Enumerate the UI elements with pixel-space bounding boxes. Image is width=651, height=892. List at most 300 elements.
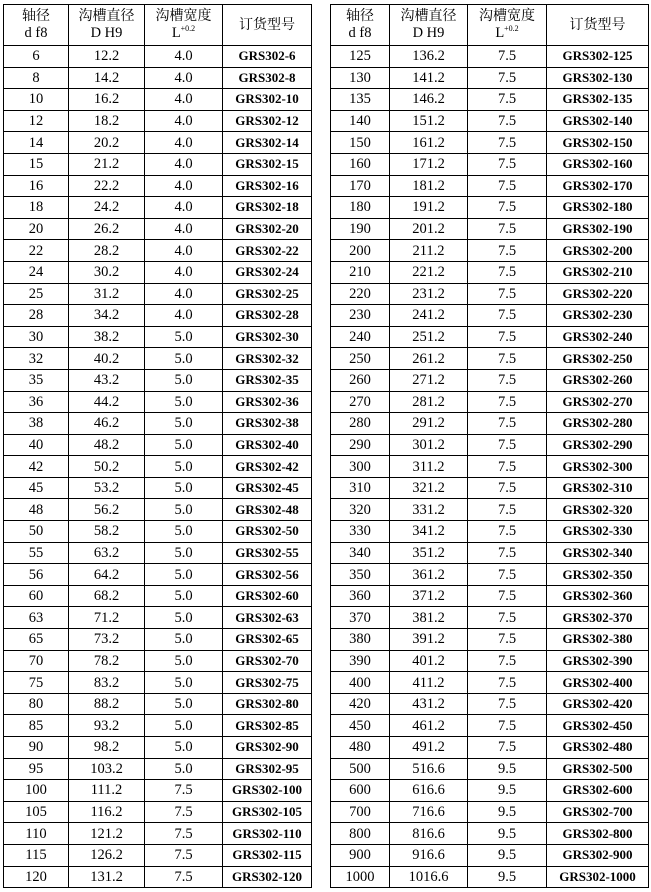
groove-diameter-cell: 16.2 <box>69 89 145 111</box>
table-row <box>331 153 649 175</box>
groove-width-cell: 5.0 <box>145 715 223 737</box>
order-model-cell: GRS302-270 <box>547 391 649 413</box>
shaft-diameter-cell: 190 <box>331 218 390 240</box>
groove-diameter-cell: 28.2 <box>69 240 145 262</box>
shaft-diameter-cell: 500 <box>331 758 390 780</box>
groove-diameter-cell: 46.2 <box>69 413 145 435</box>
groove-width-cell: 7.5 <box>468 67 547 89</box>
header-groove-width: 沟槽宽度 $L^{+0.2}$ <box>145 5 223 46</box>
groove-diameter-cell: 131.2 <box>69 866 145 888</box>
table-row <box>331 46 649 68</box>
groove-diameter-cell: 716.6 <box>390 801 468 823</box>
shaft-diameter-cell: 30 <box>4 326 69 348</box>
order-model-cell: GRS302-80 <box>223 693 312 715</box>
groove-width-cell: 7.5 <box>468 326 547 348</box>
groove-width-cell: 7.5 <box>468 650 547 672</box>
order-model-cell: GRS302-70 <box>223 650 312 672</box>
groove-diameter-cell: 83.2 <box>69 672 145 694</box>
shaft-diameter-cell: 115 <box>4 844 69 866</box>
table-row <box>331 456 649 478</box>
table-row <box>4 175 312 197</box>
order-model-cell: GRS302-360 <box>547 585 649 607</box>
table-row <box>331 521 649 543</box>
groove-diameter-cell: 231.2 <box>390 283 468 305</box>
order-model-cell: GRS302-125 <box>547 46 649 68</box>
shaft-diameter-cell: 450 <box>331 715 390 737</box>
groove-diameter-cell: 53.2 <box>69 477 145 499</box>
groove-width-cell: 4.0 <box>145 261 223 283</box>
shaft-diameter-cell: 160 <box>331 153 390 175</box>
table-row <box>4 650 312 672</box>
shaft-diameter-cell: 95 <box>4 758 69 780</box>
groove-width-cell: 7.5 <box>468 175 547 197</box>
groove-diameter-cell: 816.6 <box>390 823 468 845</box>
groove-diameter-cell: 371.2 <box>390 585 468 607</box>
order-model-cell: GRS302-32 <box>223 348 312 370</box>
groove-diameter-cell: 21.2 <box>69 153 145 175</box>
groove-diameter-cell: 38.2 <box>69 326 145 348</box>
shaft-diameter-cell: 25 <box>4 283 69 305</box>
order-model-cell: GRS302-100 <box>223 780 312 802</box>
order-model-cell: GRS302-42 <box>223 456 312 478</box>
groove-diameter-cell: 26.2 <box>69 218 145 240</box>
order-model-cell: GRS302-420 <box>547 693 649 715</box>
table-row <box>331 348 649 370</box>
shaft-diameter-cell: 400 <box>331 672 390 694</box>
order-model-cell: GRS302-30 <box>223 326 312 348</box>
shaft-diameter-cell: 270 <box>331 391 390 413</box>
groove-width-cell: 4.0 <box>145 175 223 197</box>
table-row <box>331 67 649 89</box>
table-row <box>331 866 649 888</box>
table-row <box>331 564 649 586</box>
groove-diameter-cell: 88.2 <box>69 693 145 715</box>
groove-diameter-cell: 71.2 <box>69 607 145 629</box>
groove-diameter-cell: 44.2 <box>69 391 145 413</box>
table-row <box>4 456 312 478</box>
groove-diameter-cell: 361.2 <box>390 564 468 586</box>
header-order-model: 订货型号 <box>223 5 312 46</box>
groove-diameter-cell: 50.2 <box>69 456 145 478</box>
groove-diameter-cell: 491.2 <box>390 737 468 759</box>
order-model-cell: GRS302-240 <box>547 326 649 348</box>
table-row <box>4 132 312 154</box>
table-row <box>331 499 649 521</box>
table-row <box>331 391 649 413</box>
table-row <box>331 542 649 564</box>
groove-diameter-cell: 391.2 <box>390 629 468 651</box>
groove-width-cell: 5.0 <box>145 369 223 391</box>
shaft-diameter-cell: 105 <box>4 801 69 823</box>
groove-diameter-cell: 461.2 <box>390 715 468 737</box>
table-row <box>331 672 649 694</box>
groove-diameter-cell: 98.2 <box>69 737 145 759</box>
order-model-cell: GRS302-170 <box>547 175 649 197</box>
table-row <box>4 67 312 89</box>
groove-width-cell: 7.5 <box>468 348 547 370</box>
groove-width-cell: 7.5 <box>145 866 223 888</box>
groove-width-cell: 7.5 <box>468 564 547 586</box>
groove-diameter-cell: 281.2 <box>390 391 468 413</box>
table-row <box>4 629 312 651</box>
groove-width-cell: 4.0 <box>145 67 223 89</box>
groove-width-cell: 7.5 <box>468 521 547 543</box>
groove-width-cell: 7.5 <box>468 693 547 715</box>
groove-width-cell: 9.5 <box>468 844 547 866</box>
groove-diameter-cell: 191.2 <box>390 197 468 219</box>
order-model-cell: GRS302-28 <box>223 305 312 327</box>
header-groove-diameter: 沟槽直径 D H9 <box>69 5 145 46</box>
groove-width-cell: 5.0 <box>145 693 223 715</box>
order-model-cell: GRS302-900 <box>547 844 649 866</box>
groove-diameter-cell: 56.2 <box>69 499 145 521</box>
table-row <box>4 693 312 715</box>
table-row <box>4 823 312 845</box>
order-model-cell: GRS302-36 <box>223 391 312 413</box>
table-row <box>331 844 649 866</box>
groove-diameter-cell: 103.2 <box>69 758 145 780</box>
order-model-cell: GRS302-63 <box>223 607 312 629</box>
groove-width-cell: 5.0 <box>145 542 223 564</box>
shaft-diameter-cell: 320 <box>331 499 390 521</box>
shaft-diameter-cell: 15 <box>4 153 69 175</box>
order-model-cell: GRS302-105 <box>223 801 312 823</box>
order-model-cell: GRS302-95 <box>223 758 312 780</box>
order-model-cell: GRS302-40 <box>223 434 312 456</box>
table-row <box>331 110 649 132</box>
order-model-cell: GRS302-120 <box>223 866 312 888</box>
groove-width-cell: 7.5 <box>468 456 547 478</box>
groove-diameter-cell: 431.2 <box>390 693 468 715</box>
order-model-cell: GRS302-500 <box>547 758 649 780</box>
order-model-cell: GRS302-25 <box>223 283 312 305</box>
groove-width-cell: 5.0 <box>145 650 223 672</box>
shaft-diameter-cell: 390 <box>331 650 390 672</box>
groove-width-cell: 9.5 <box>468 823 547 845</box>
table-row <box>331 823 649 845</box>
order-model-cell: GRS302-56 <box>223 564 312 586</box>
order-model-cell: GRS302-140 <box>547 110 649 132</box>
order-model-cell: GRS302-160 <box>547 153 649 175</box>
table-row <box>4 348 312 370</box>
groove-width-cell: 7.5 <box>468 46 547 68</box>
shaft-diameter-cell: 125 <box>331 46 390 68</box>
shaft-diameter-cell: 800 <box>331 823 390 845</box>
groove-diameter-cell: 201.2 <box>390 218 468 240</box>
table-row <box>331 175 649 197</box>
shaft-diameter-cell: 480 <box>331 737 390 759</box>
shaft-diameter-cell: 8 <box>4 67 69 89</box>
groove-diameter-cell: 58.2 <box>69 521 145 543</box>
shaft-diameter-cell: 240 <box>331 326 390 348</box>
groove-diameter-cell: 63.2 <box>69 542 145 564</box>
table-row <box>4 240 312 262</box>
order-model-cell: GRS302-90 <box>223 737 312 759</box>
groove-width-cell: 7.5 <box>145 823 223 845</box>
order-model-cell: GRS302-60 <box>223 585 312 607</box>
table-row <box>4 305 312 327</box>
groove-width-cell: 7.5 <box>468 434 547 456</box>
table-row <box>331 132 649 154</box>
shaft-diameter-cell: 24 <box>4 261 69 283</box>
groove-width-cell: 5.0 <box>145 585 223 607</box>
order-model-cell: GRS302-15 <box>223 153 312 175</box>
table-row <box>4 283 312 305</box>
groove-diameter-cell: 341.2 <box>390 521 468 543</box>
groove-diameter-cell: 381.2 <box>390 607 468 629</box>
shaft-diameter-cell: 48 <box>4 499 69 521</box>
groove-width-cell: 9.5 <box>468 758 547 780</box>
table-row <box>4 564 312 586</box>
groove-width-cell: 5.0 <box>145 434 223 456</box>
shaft-diameter-cell: 40 <box>4 434 69 456</box>
groove-diameter-cell: 20.2 <box>69 132 145 154</box>
groove-diameter-cell: 271.2 <box>390 369 468 391</box>
shaft-diameter-cell: 14 <box>4 132 69 154</box>
groove-width-cell: 7.5 <box>145 780 223 802</box>
shaft-diameter-cell: 45 <box>4 477 69 499</box>
order-model-cell: GRS302-135 <box>547 89 649 111</box>
table-row <box>4 434 312 456</box>
order-model-cell: GRS302-20 <box>223 218 312 240</box>
shaft-diameter-cell: 110 <box>4 823 69 845</box>
header-groove-width: 沟槽宽度 $L^{+0.2}$ <box>468 5 547 46</box>
shaft-diameter-cell: 135 <box>331 89 390 111</box>
groove-diameter-cell: 78.2 <box>69 650 145 672</box>
groove-width-cell: 7.5 <box>468 305 547 327</box>
shaft-diameter-cell: 330 <box>331 521 390 543</box>
groove-width-cell: 5.0 <box>145 758 223 780</box>
order-model-cell: GRS302-55 <box>223 542 312 564</box>
shaft-diameter-cell: 55 <box>4 542 69 564</box>
order-model-cell: GRS302-400 <box>547 672 649 694</box>
groove-width-cell: 7.5 <box>468 413 547 435</box>
shaft-diameter-cell: 600 <box>331 780 390 802</box>
shaft-diameter-cell: 300 <box>331 456 390 478</box>
groove-width-cell: 4.0 <box>145 283 223 305</box>
groove-width-cell: 7.5 <box>468 737 547 759</box>
shaft-diameter-cell: 350 <box>331 564 390 586</box>
groove-diameter-cell: 64.2 <box>69 564 145 586</box>
groove-diameter-cell: 401.2 <box>390 650 468 672</box>
table-row <box>331 434 649 456</box>
groove-width-cell: 7.5 <box>468 477 547 499</box>
shaft-diameter-cell: 18 <box>4 197 69 219</box>
groove-width-cell: 9.5 <box>468 801 547 823</box>
order-model-cell: GRS302-390 <box>547 650 649 672</box>
groove-width-cell: 5.0 <box>145 499 223 521</box>
order-model-cell: GRS302-115 <box>223 844 312 866</box>
table-row <box>331 477 649 499</box>
order-model-cell: GRS302-700 <box>547 801 649 823</box>
header-shaft-diameter: 轴径 d f8 <box>4 5 69 46</box>
order-model-cell: GRS302-320 <box>547 499 649 521</box>
table-body-right <box>331 46 649 888</box>
groove-width-cell: 7.5 <box>145 844 223 866</box>
spec-table-right <box>330 4 649 888</box>
groove-width-cell: 5.0 <box>145 391 223 413</box>
groove-diameter-cell: 1016.6 <box>390 866 468 888</box>
groove-diameter-cell: 24.2 <box>69 197 145 219</box>
groove-diameter-cell: 146.2 <box>390 89 468 111</box>
groove-diameter-cell: 221.2 <box>390 261 468 283</box>
shaft-diameter-cell: 310 <box>331 477 390 499</box>
groove-diameter-cell: 151.2 <box>390 110 468 132</box>
order-model-cell: GRS302-260 <box>547 369 649 391</box>
spec-table-left <box>3 4 312 888</box>
groove-diameter-cell: 12.2 <box>69 46 145 68</box>
table-row <box>4 89 312 111</box>
table-row <box>331 607 649 629</box>
groove-diameter-cell: 301.2 <box>390 434 468 456</box>
header-row <box>4 5 312 46</box>
shaft-diameter-cell: 75 <box>4 672 69 694</box>
groove-diameter-cell: 43.2 <box>69 369 145 391</box>
groove-diameter-cell: 34.2 <box>69 305 145 327</box>
order-model-cell: GRS302-190 <box>547 218 649 240</box>
table-row <box>331 715 649 737</box>
header-row <box>331 5 649 46</box>
groove-width-cell: 7.5 <box>468 629 547 651</box>
shaft-diameter-cell: 20 <box>4 218 69 240</box>
table-row <box>4 413 312 435</box>
table-row <box>331 218 649 240</box>
shaft-diameter-cell: 32 <box>4 348 69 370</box>
table-row <box>4 607 312 629</box>
shaft-diameter-cell: 380 <box>331 629 390 651</box>
order-model-cell: GRS302-350 <box>547 564 649 586</box>
groove-diameter-cell: 116.2 <box>69 801 145 823</box>
groove-width-cell: 7.5 <box>468 391 547 413</box>
table-row <box>4 715 312 737</box>
groove-diameter-cell: 261.2 <box>390 348 468 370</box>
shaft-diameter-cell: 120 <box>4 866 69 888</box>
table-row <box>4 218 312 240</box>
header-shaft-diameter: 轴径 d f8 <box>331 5 390 46</box>
groove-diameter-cell: 161.2 <box>390 132 468 154</box>
table-row <box>331 650 649 672</box>
order-model-cell: GRS302-38 <box>223 413 312 435</box>
table-row <box>4 801 312 823</box>
shaft-diameter-cell: 130 <box>331 67 390 89</box>
groove-width-cell: 4.0 <box>145 89 223 111</box>
groove-width-cell: 4.0 <box>145 240 223 262</box>
groove-width-cell: 4.0 <box>145 46 223 68</box>
table-row <box>4 326 312 348</box>
groove-width-cell: 7.5 <box>468 197 547 219</box>
table-row <box>4 477 312 499</box>
shaft-diameter-cell: 420 <box>331 693 390 715</box>
table-row <box>4 369 312 391</box>
table-row <box>4 737 312 759</box>
table-row <box>331 197 649 219</box>
table-row <box>331 413 649 435</box>
header-order-model: 订货型号 <box>547 5 649 46</box>
groove-width-cell: 4.0 <box>145 153 223 175</box>
table-row <box>4 866 312 888</box>
groove-width-cell: 7.5 <box>468 240 547 262</box>
groove-width-cell: 5.0 <box>145 413 223 435</box>
groove-width-cell: 7.5 <box>468 672 547 694</box>
groove-width-cell: 5.0 <box>145 326 223 348</box>
order-model-cell: GRS302-480 <box>547 737 649 759</box>
shaft-diameter-cell: 28 <box>4 305 69 327</box>
groove-diameter-cell: 18.2 <box>69 110 145 132</box>
shaft-diameter-cell: 230 <box>331 305 390 327</box>
shaft-diameter-cell: 56 <box>4 564 69 586</box>
shaft-diameter-cell: 370 <box>331 607 390 629</box>
table-row <box>331 326 649 348</box>
shaft-diameter-cell: 80 <box>4 693 69 715</box>
groove-width-cell: 5.0 <box>145 607 223 629</box>
order-model-cell: GRS302-370 <box>547 607 649 629</box>
table-row <box>4 499 312 521</box>
order-model-cell: GRS302-340 <box>547 542 649 564</box>
order-model-cell: GRS302-330 <box>547 521 649 543</box>
order-model-cell: GRS302-10 <box>223 89 312 111</box>
groove-width-cell: 7.5 <box>468 153 547 175</box>
shaft-diameter-cell: 63 <box>4 607 69 629</box>
groove-width-cell: 7.5 <box>468 499 547 521</box>
shaft-diameter-cell: 900 <box>331 844 390 866</box>
order-model-cell: GRS302-22 <box>223 240 312 262</box>
groove-diameter-cell: 30.2 <box>69 261 145 283</box>
order-model-cell: GRS302-290 <box>547 434 649 456</box>
groove-diameter-cell: 126.2 <box>69 844 145 866</box>
groove-diameter-cell: 14.2 <box>69 67 145 89</box>
table-row <box>4 46 312 68</box>
order-model-cell: GRS302-14 <box>223 132 312 154</box>
groove-diameter-cell: 121.2 <box>69 823 145 845</box>
groove-diameter-cell: 22.2 <box>69 175 145 197</box>
groove-width-cell: 5.0 <box>145 456 223 478</box>
groove-diameter-cell: 321.2 <box>390 477 468 499</box>
groove-width-cell: 7.5 <box>468 369 547 391</box>
shaft-diameter-cell: 260 <box>331 369 390 391</box>
order-model-cell: GRS302-50 <box>223 521 312 543</box>
groove-width-cell: 7.5 <box>468 283 547 305</box>
table-row <box>4 521 312 543</box>
table-row <box>331 801 649 823</box>
order-model-cell: GRS302-24 <box>223 261 312 283</box>
shaft-diameter-cell: 340 <box>331 542 390 564</box>
groove-width-cell: 4.0 <box>145 132 223 154</box>
groove-width-cell: 9.5 <box>468 866 547 888</box>
table-row <box>331 758 649 780</box>
groove-diameter-cell: 73.2 <box>69 629 145 651</box>
groove-width-cell: 7.5 <box>468 261 547 283</box>
table-row <box>331 585 649 607</box>
shaft-diameter-cell: 280 <box>331 413 390 435</box>
order-model-cell: GRS302-450 <box>547 715 649 737</box>
shaft-diameter-cell: 150 <box>331 132 390 154</box>
shaft-diameter-cell: 35 <box>4 369 69 391</box>
table-row <box>4 585 312 607</box>
shaft-diameter-cell: 6 <box>4 46 69 68</box>
groove-width-cell: 7.5 <box>145 801 223 823</box>
shaft-diameter-cell: 290 <box>331 434 390 456</box>
groove-width-cell: 7.5 <box>468 607 547 629</box>
order-model-cell: GRS302-48 <box>223 499 312 521</box>
table-row <box>4 542 312 564</box>
shaft-diameter-cell: 22 <box>4 240 69 262</box>
shaft-diameter-cell: 90 <box>4 737 69 759</box>
order-model-cell: GRS302-210 <box>547 261 649 283</box>
table-row <box>4 153 312 175</box>
shaft-diameter-cell: 700 <box>331 801 390 823</box>
groove-diameter-cell: 40.2 <box>69 348 145 370</box>
order-model-cell: GRS302-150 <box>547 132 649 154</box>
